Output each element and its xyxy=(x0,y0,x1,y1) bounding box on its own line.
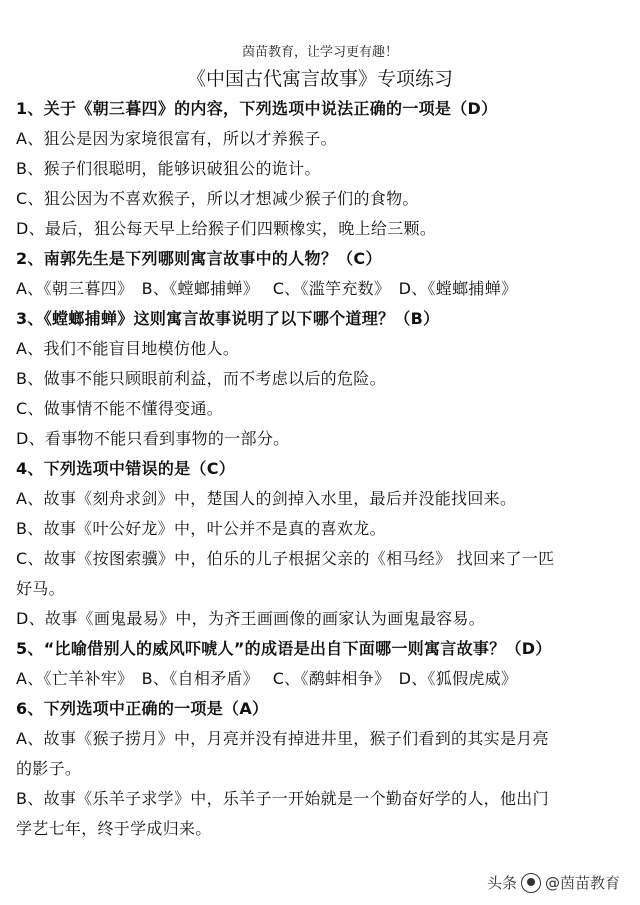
page-title: 《中国古代寓言故事》专项练习 xyxy=(186,68,453,90)
option-line: B、猴子们很聪明，能够识破狙公的诡计。 xyxy=(16,159,321,178)
option-line: D、最后，狙公每天早上给猴子们四颗橡实，晚上给三颗。 xyxy=(16,219,437,238)
option-line: A、《亡羊补牢》 B、《自相矛盾》 C、《鹬蚌相争》 D、《狐假虎威》 xyxy=(16,669,518,688)
question-line: 1、关于《朝三暮四》的内容，下列选项中说法正确的一项是（D） xyxy=(16,99,498,118)
option-line: C、狙公因为不喜欢猴子，所以才想减少猴子们的食物。 xyxy=(16,189,419,208)
exercise-content xyxy=(16,94,626,844)
option-line: D、看事物不能只看到事物的一部分。 xyxy=(16,429,290,448)
question-line: 4、下列选项中错误的是（C） xyxy=(16,459,236,478)
option-line: C、做事情不能不懂得变通。 xyxy=(16,399,224,418)
option-line: 好马。 xyxy=(16,579,65,598)
option-line: B、故事《叶公好龙》中，叶公并不是真的喜欢龙。 xyxy=(16,519,386,538)
option-line: A、《朝三暮四》 B、《螳螂捕蝉》 C、《滥竽充数》 D、《螳螂捕蝉》 xyxy=(16,279,518,298)
watermark xyxy=(487,872,620,893)
option-line: A、我们不能盲目地模仿他人。 xyxy=(16,339,240,358)
header-slogan: 茵苗教育，让学习更有趣！ xyxy=(241,45,398,60)
watermark-prefix: 头条 xyxy=(486,874,517,892)
option-line: B、做事不能只顾眼前利益，而不考虑以后的危险。 xyxy=(16,369,386,388)
option-line: C、故事《按图索骥》中，伯乐的儿子根据父亲的《相马经》 找回来了一匹 xyxy=(16,549,555,568)
watermark-brand: @茵苗教育 xyxy=(544,874,620,892)
option-line: A、狙公是因为家境很富有，所以才养猴子。 xyxy=(16,129,337,148)
option-line: B、故事《乐羊子求学》中，乐羊子一开始就是一个勤奋好学的人，他出门 xyxy=(16,789,549,808)
question-line: 6、下列选项中正确的一项是（A） xyxy=(16,699,269,718)
option-line: A、故事《猴子捞月》中，月亮并没有掉进井里，猴子们看到的其实是月亮 xyxy=(16,729,549,748)
question-line: 2、南郭先生是下列哪则寓言故事中的人物？（C） xyxy=(16,249,382,268)
question-line: 5、“比喻借别人的威风吓唬人”的成语是出自下面哪一则寓言故事？（D） xyxy=(16,639,552,658)
option-line: D、故事《画鬼最易》中，为齐王画画像的画家认为画鬼最容易。 xyxy=(16,609,486,628)
question-line: 3、《螳螂捕蝉》这则寓言故事说明了以下哪个道理？（B） xyxy=(16,309,440,328)
option-line: 学艺七年，终于学成归来。 xyxy=(16,819,212,838)
option-line: 的影子。 xyxy=(16,759,82,778)
option-line: A、故事《刻舟求剑》中，楚国人的剑掉入水里，最后并没能找回来。 xyxy=(16,489,517,508)
brand-logo-icon xyxy=(521,873,541,893)
